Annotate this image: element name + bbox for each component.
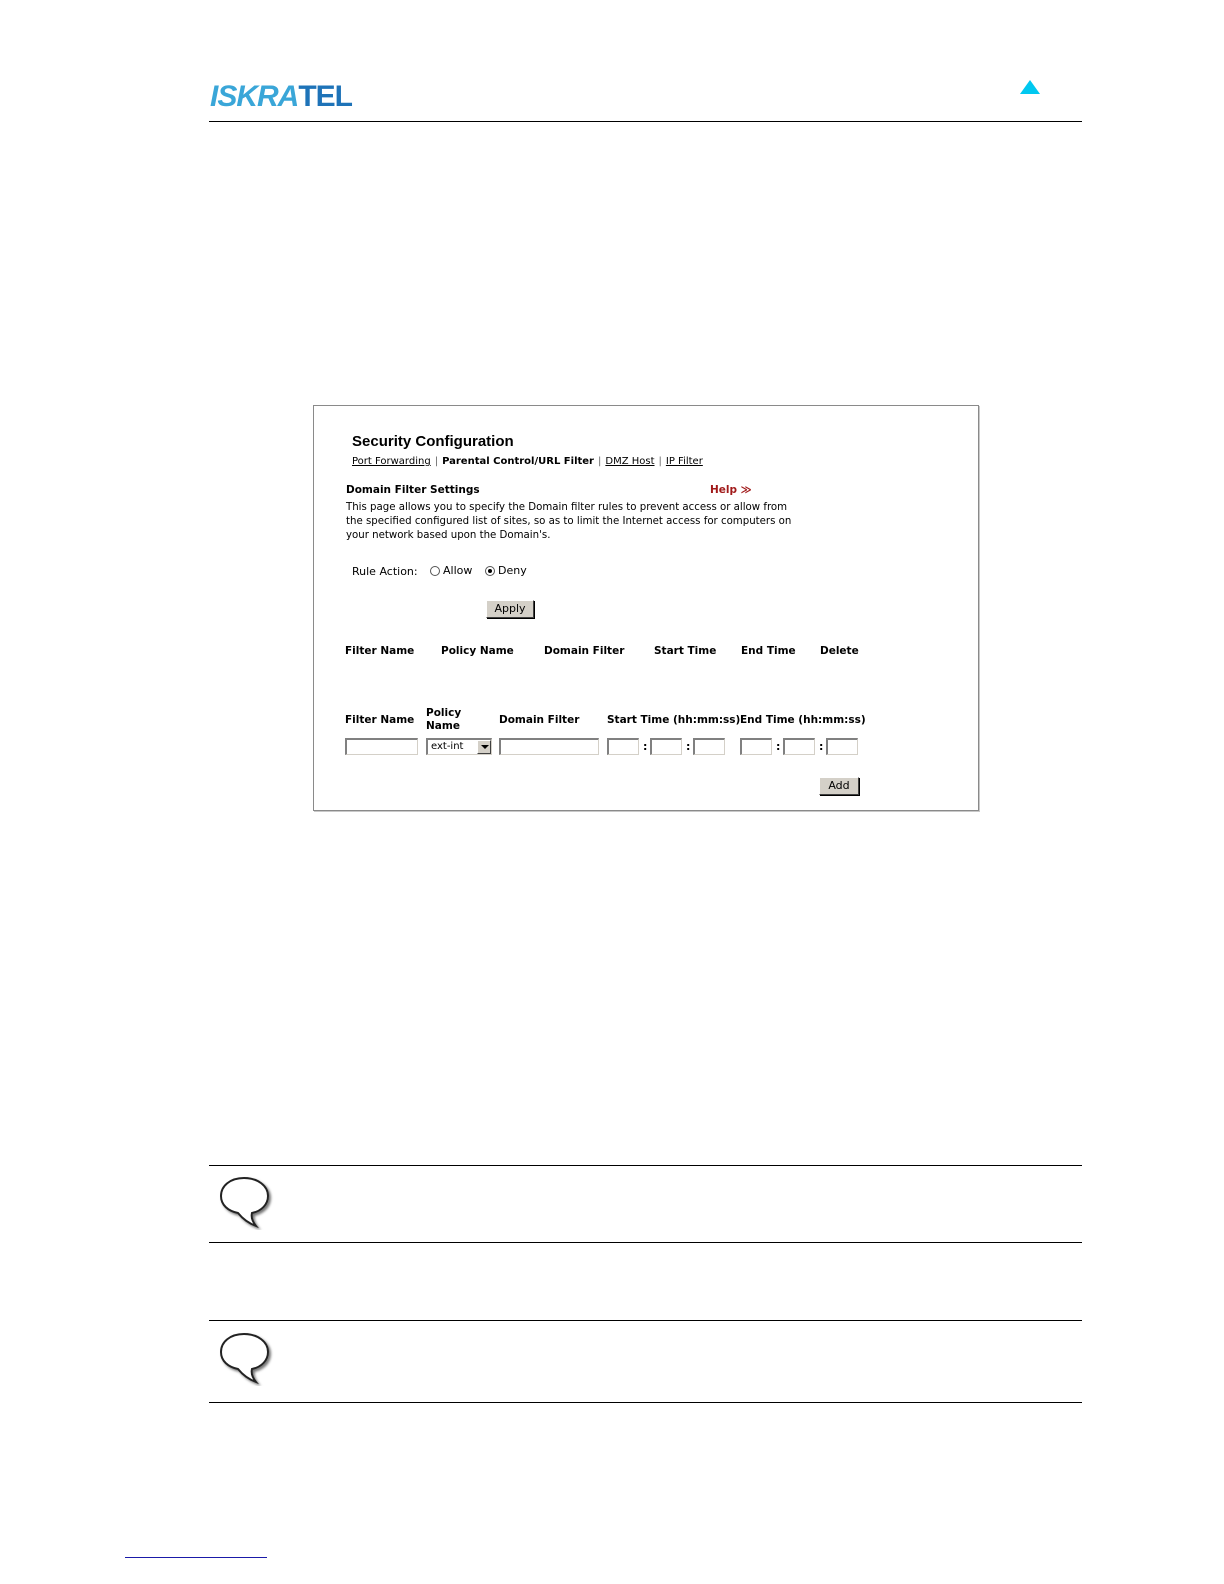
col-domain-filter: Domain Filter: [544, 645, 625, 657]
form-label-policy: [426, 707, 461, 733]
time-colon: :: [686, 740, 691, 753]
speech-bubble-icon: [218, 1174, 274, 1230]
nav-dmz-host[interactable]: DMZ Host: [605, 456, 655, 467]
deny-label: Deny: [498, 564, 527, 577]
end-time-hh-input[interactable]: [740, 738, 772, 755]
note-bottom-rule: [209, 1242, 1082, 1243]
time-colon: :: [776, 740, 781, 753]
nav-port-forwarding[interactable]: Port Forwarding: [352, 456, 431, 467]
policy-selected-value: ext-int: [431, 741, 464, 752]
col-filter-name: Filter Name: [345, 645, 415, 657]
nav-separator: |: [434, 456, 439, 467]
logo-text-iskra: ISKRA: [210, 80, 299, 113]
logo-text-tel: TEL: [298, 80, 353, 113]
form-label-start-time: Start Time (hh:mm:ss): [607, 714, 741, 726]
speech-bubble-icon: [218, 1330, 274, 1386]
note-bottom-rule: [209, 1402, 1082, 1403]
domain-filter-input[interactable]: [499, 738, 599, 755]
end-time-ss-input[interactable]: [826, 738, 858, 755]
form-label-policy-line1: Policy: [426, 707, 462, 719]
rule-action-allow[interactable]: [430, 564, 472, 577]
deny-radio[interactable]: [485, 566, 495, 576]
up-triangle-icon[interactable]: [1020, 80, 1040, 94]
form-label-end-time: End Time (hh:mm:ss): [740, 714, 866, 726]
filter-name-input[interactable]: [345, 738, 418, 755]
section-description: This page allows you to specify the Domain filter rules to prevent access or allow from the specified configured list of sites, so as to limit the Internet access for computers on your network based upon the Domain's.: [346, 502, 792, 541]
form-label-policy-line2: Name: [426, 720, 460, 732]
nav-separator: |: [598, 456, 602, 467]
allow-label: Allow: [443, 564, 473, 577]
col-delete: Delete: [820, 645, 859, 657]
time-colon: :: [643, 740, 648, 753]
start-time-ss-input[interactable]: [693, 738, 725, 755]
form-label-domain-filter: Domain Filter: [499, 714, 580, 726]
rule-action-deny[interactable]: [485, 564, 527, 577]
note-top-rule: [209, 1320, 1082, 1321]
note-top-rule: [209, 1165, 1082, 1166]
footer-link-line: [125, 1557, 267, 1558]
col-end-time: End Time: [741, 645, 796, 657]
iskratel-logo: [210, 78, 352, 112]
rule-action-label: Rule Action:: [352, 565, 418, 578]
nav-parental-control[interactable]: Parental Control/URL Filter: [442, 456, 594, 467]
page-title: Security Configuration: [352, 433, 514, 450]
nav-ip-filter[interactable]: IP Filter: [665, 456, 703, 467]
allow-radio[interactable]: [430, 566, 440, 576]
form-label-filter-name: Filter Name: [345, 714, 415, 726]
security-config-screenshot: [313, 405, 979, 811]
security-nav: [352, 456, 703, 467]
header-rule: [209, 121, 1082, 122]
col-policy-name: Policy Name: [441, 645, 514, 657]
chevron-down-icon[interactable]: [477, 740, 491, 754]
end-time-mm-input[interactable]: [783, 738, 815, 755]
section-title: Domain Filter Settings: [346, 484, 480, 496]
time-colon: :: [819, 740, 824, 753]
start-time-hh-input[interactable]: [607, 738, 639, 755]
policy-name-select[interactable]: [426, 738, 492, 755]
start-time-mm-input[interactable]: [650, 738, 682, 755]
add-button[interactable]: Add: [819, 777, 859, 795]
col-start-time: Start Time: [654, 645, 717, 657]
nav-separator: |: [658, 456, 662, 467]
apply-button[interactable]: Apply: [486, 600, 534, 618]
help-link[interactable]: Help ≫: [710, 484, 752, 496]
